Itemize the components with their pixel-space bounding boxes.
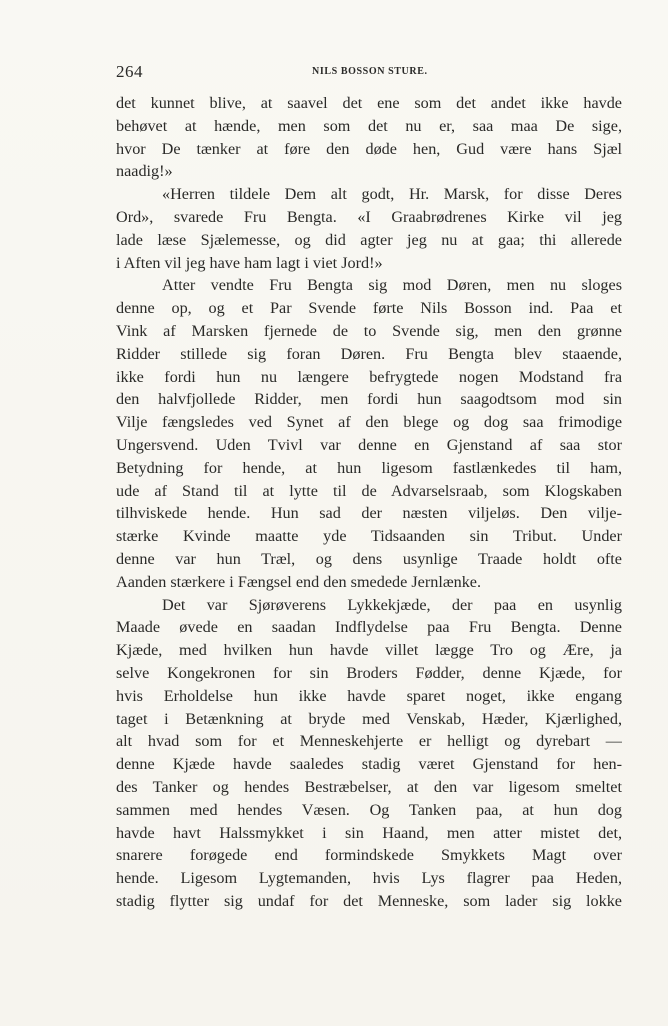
text-line: selve Kongekronen for sin Broders Fødder, denne Kjæde, for bbox=[116, 663, 622, 682]
text-line: det kunnet blive, at saavel det ene som det andet ikke havde bbox=[116, 94, 622, 112]
text-line: Betydning for hende, at hun ligesom fastlænkedes til ham, bbox=[116, 458, 622, 477]
text-line: den halvfjollede Ridder, men fordi hun saagodtsom mod sin bbox=[116, 390, 622, 409]
text-line: sammen med hendes Væsen. Og Tanken paa, at hun dog bbox=[116, 800, 622, 819]
text-line: Ridder stillede sig foran Døren. Fru Bengta blev staaende, bbox=[116, 344, 622, 363]
text-line: stadig flytter sig undaf for det Menneske, som lader sig lokke bbox=[116, 891, 622, 910]
text-line: havde havt Halssmykket i sin Haand, men atter mistet det, bbox=[116, 823, 622, 842]
page-header bbox=[116, 60, 622, 88]
text-line: stærke Kvinde maatte yde Tidsaanden sin Tribut. Under bbox=[116, 527, 622, 546]
text-line: ude af Stand til at lytte til de Advarselsraab, som Klogskaben bbox=[116, 481, 622, 500]
text-line: denne op, og et Par Svende førte Nils Bosson ind. Paa et bbox=[116, 299, 622, 318]
text-line: Ord», svarede Fru Bengta. «I Graabrødrenes Kirke vil jeg bbox=[116, 207, 622, 226]
text-line: Kjæde, med hvilken hun havde villet lægge Tro og Ære, ja bbox=[116, 641, 622, 660]
text-line: denne var hun Træl, og dens usynlige Traade holdt ofte bbox=[116, 549, 622, 568]
body-text bbox=[116, 92, 622, 913]
text-line: behøvet at hænde, men som det nu er, saa maa De sige, bbox=[116, 116, 622, 135]
text-line: taget i Betænkning at bryde med Venskab, Hæder, Kjærlighed, bbox=[116, 709, 622, 728]
text-line: Ungersvend. Uden Tvivl var denne en Gjenstand af saa stor bbox=[116, 435, 622, 454]
text-line: «Herren tildele Dem alt godt, Hr. Marsk, for disse Deres bbox=[162, 185, 622, 204]
text-line: Atter vendte Fru Bengta sig mod Døren, men nu sloges bbox=[162, 276, 622, 295]
text-line: i Aften vil jeg have ham lagt i viet Jord!» bbox=[116, 253, 383, 272]
text-line: ikke fordi hun nu længere befrygtede nogen Modstand fra bbox=[116, 367, 622, 386]
text-line: tilhviskede hende. Hun sad der næsten viljeløs. Den vilje- bbox=[116, 504, 622, 523]
text-line: hvis Erholdelse hun ikke havde sparet noget, ikke engang bbox=[116, 686, 622, 705]
text-line: denne Kjæde havde saaledes stadig været Gjenstand for hen- bbox=[116, 755, 622, 774]
text-line: Det var Sjørøverens Lykkekjæde, der paa en usynlig bbox=[162, 595, 622, 614]
text-line: hende. Ligesom Lygtemanden, hvis Lys flagrer paa Heden, bbox=[116, 869, 622, 888]
running-title: NILS BOSSON STURE. bbox=[312, 66, 428, 77]
text-line: lade læse Sjælemesse, og did agter jeg nu at gaa; thi allerede bbox=[116, 230, 622, 249]
text-line: des Tanker og hendes Bestræbelser, at den var ligesom smeltet bbox=[116, 777, 622, 796]
page-number: 264 bbox=[116, 62, 143, 81]
text-line: hvor De tænker at føre den døde hen, Gud være hans Sjæl bbox=[116, 139, 622, 158]
text-line: Vink af Marsken fjernede de to Svende sig, men den grønne bbox=[116, 321, 622, 340]
text-line: snarere forøgede end formindskede Smykkets Magt over bbox=[116, 846, 622, 865]
text-line: alt hvad som for et Menneskehjerte er helligt og dyrebart — bbox=[116, 732, 622, 751]
text-line: Vilje fængsledes ved Synet af den blege og dog saa frimodige bbox=[116, 413, 622, 432]
text-line: Aanden stærkere i Fængsel end den smedede Jernlænke. bbox=[116, 572, 482, 591]
text-line: Maade øvede en saadan Indflydelse paa Fru Bengta. Denne bbox=[116, 618, 622, 637]
text-line: naadig!» bbox=[116, 162, 173, 181]
